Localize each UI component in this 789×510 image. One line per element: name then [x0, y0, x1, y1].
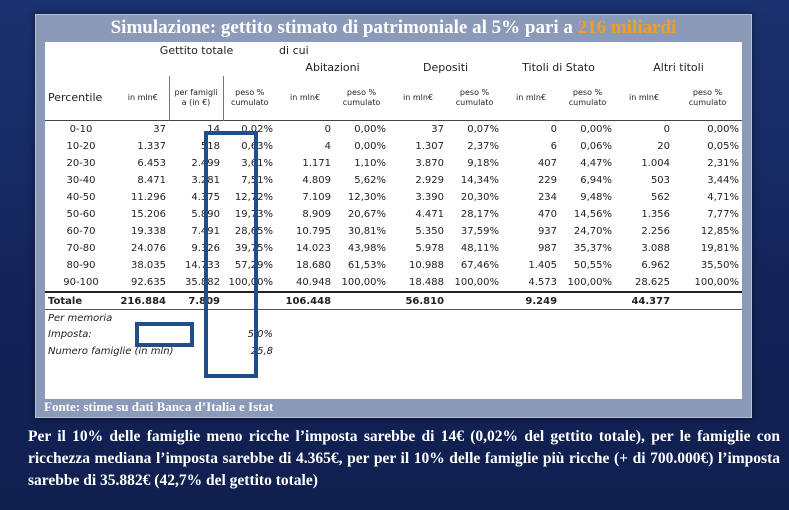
cell-depositi-peso: 37,59% [460, 226, 500, 237]
title-text: Simulazione: gettito stimato di patrimoniale al 5% pari a [110, 17, 578, 38]
cell-percentile: 90-100 [63, 277, 99, 288]
cell-altri-titoli-mln: 1.356 [641, 209, 671, 220]
cell-gettito-mln: 11.296 [131, 192, 166, 203]
cell-peso-cumulato: 28,65% [234, 226, 274, 237]
cell-altri-titoli-mln: 562 [650, 192, 671, 203]
cell-depositi-peso: 0,07% [467, 124, 500, 135]
cell-peso-cumulato: 57,29% [234, 260, 274, 271]
table-row [45, 121, 742, 139]
table-row [45, 274, 742, 292]
cell-depositi-peso: 100,00% [454, 277, 500, 288]
cell-abitazioni-peso: 0,00% [354, 141, 387, 152]
cell-gettito-mln: 92.635 [131, 277, 166, 288]
cell-per-famiglia: 2.499 [191, 158, 220, 169]
cell-peso-cumulato: 0,02% [241, 124, 274, 135]
header-group-altri-titoli: Altri titoli [653, 60, 704, 74]
cell-titoli-stato-mln: 407 [537, 158, 558, 169]
table-row [45, 240, 742, 257]
cell-depositi-mln: 4.471 [415, 209, 445, 220]
header-in-mln: in mln€ [629, 93, 660, 102]
cell-titoli-stato-mln: 6 [550, 141, 558, 152]
table-row [45, 155, 742, 172]
cell-gettito-mln: 15.206 [131, 209, 166, 220]
cell-altri-titoli-peso: 0,00% [707, 124, 740, 135]
cell-depositi-peso: 2,37% [467, 141, 500, 152]
cell-titoli-stato-mln: 234 [537, 192, 558, 203]
cell-percentile: 20-30 [66, 158, 96, 169]
cell-per-famiglia: 518 [200, 141, 220, 152]
header-peso-cumulato: peso % cumulato [568, 88, 607, 107]
table-panel [35, 14, 752, 418]
title-highlight: 216 miliardi [577, 17, 677, 38]
cell-per-famiglia: 5.890 [191, 209, 220, 220]
memo-famiglie-label: Numero famiglie (in mln) [48, 345, 174, 357]
cell-altri-titoli-peso: 7,77% [707, 209, 740, 220]
cell-abitazioni-mln: 4.809 [302, 175, 332, 186]
total-titoli-stato: 9.249 [502, 292, 560, 310]
cell-peso-cumulato: 39,75% [234, 243, 274, 254]
cell-gettito-mln: 24.076 [131, 243, 166, 254]
header-in-mln: in mln€ [127, 93, 158, 102]
header-in-mln: in mln€ [290, 93, 321, 102]
highlight-box-total-gettito [135, 322, 194, 347]
cell-abitazioni-peso: 43,98% [347, 243, 387, 254]
cell-altri-titoli-peso: 4,71% [707, 192, 740, 203]
slide-title [36, 17, 751, 39]
source-note: Fonte: stime su dati Banca d’Italia e Istat [44, 399, 274, 414]
cell-altri-titoli-mln: 0 [663, 124, 671, 135]
header-in-mln: in mln€ [516, 93, 547, 102]
cell-altri-titoli-peso: 19,81% [700, 243, 740, 254]
cell-altri-titoli-peso: 0,05% [707, 141, 740, 152]
cell-abitazioni-peso: 61,53% [347, 260, 387, 271]
cell-altri-titoli-peso: 12,85% [700, 226, 740, 237]
table-row [45, 257, 742, 274]
cell-titoli-stato-mln: 0 [550, 124, 558, 135]
table-body [45, 42, 742, 292]
cell-depositi-mln: 3.390 [415, 192, 445, 203]
cell-titoli-stato-peso: 24,70% [573, 226, 613, 237]
cell-gettito-mln: 8.471 [137, 175, 166, 186]
cell-abitazioni-mln: 10.795 [296, 226, 332, 237]
cell-percentile: 80-90 [66, 260, 96, 271]
table-row [45, 189, 742, 206]
header-group-depositi: Depositi [422, 60, 469, 74]
cell-titoli-stato-mln: 4.573 [528, 277, 558, 288]
cell-titoli-stato-mln: 937 [537, 226, 558, 237]
header-peso-cumulato: peso % cumulato [231, 88, 269, 107]
memo-famiglie-value: 25,8 [250, 345, 274, 357]
total-row [45, 292, 742, 310]
cell-depositi-mln: 2.929 [415, 175, 445, 186]
cell-altri-titoli-peso: 2,31% [707, 158, 740, 169]
header-di-cui: di cui [279, 43, 309, 57]
cell-titoli-stato-peso: 14,56% [573, 209, 613, 220]
table-row [45, 206, 742, 223]
data-table-sheet [45, 42, 742, 399]
cell-peso-cumulato: 12,72% [234, 192, 274, 203]
caption-text: Per il 10% delle famiglie meno ricche l’imposta sarebbe di 14€ (0,02% del gettito totale), per le famiglie con ricchezza mediana l’imposta sarebbe di 4.365€, per per il 10% delle famiglie più ricche (+ di 700.000€) l’imposta sarebbe di 35.882€ (42,7% del gettito totale) [28, 428, 780, 489]
cell-depositi-mln: 18.488 [409, 277, 445, 288]
cell-per-famiglia: 4.375 [191, 192, 220, 203]
cell-abitazioni-peso: 20,67% [347, 209, 387, 220]
total-gettito: 216.884 [117, 292, 169, 310]
cell-gettito-mln: 37 [153, 124, 166, 135]
cell-altri-titoli-mln: 1.004 [641, 158, 671, 169]
cell-depositi-peso: 28,17% [460, 209, 500, 220]
header-percentile: Percentile [48, 91, 103, 104]
cell-titoli-stato-peso: 9,48% [580, 192, 613, 203]
cell-depositi-peso: 48,11% [460, 243, 500, 254]
table-footer [45, 292, 742, 310]
cell-titoli-stato-peso: 0,06% [580, 141, 613, 152]
memo-imposta-label: Imposta: [48, 329, 92, 341]
total-per-famiglia: 7.809 [169, 292, 223, 310]
cell-percentile: 10-20 [66, 141, 96, 152]
cell-percentile: 70-80 [66, 243, 96, 254]
cell-altri-titoli-mln: 3.088 [641, 243, 671, 254]
cell-percentile: 40-50 [66, 192, 96, 203]
cell-altri-titoli-mln: 20 [657, 141, 671, 152]
header-row-sub [45, 76, 742, 121]
cell-altri-titoli-mln: 28.625 [635, 277, 671, 288]
total-label: Totale [45, 292, 117, 310]
memo-title: Per memoria [48, 312, 113, 324]
cell-abitazioni-mln: 1.171 [302, 158, 332, 169]
cell-percentile: 0-10 [69, 124, 93, 135]
cell-altri-titoli-mln: 6.962 [641, 260, 671, 271]
cell-titoli-stato-mln: 470 [537, 209, 558, 220]
header-row-groups [45, 58, 742, 76]
cell-altri-titoli-peso: 3,44% [707, 175, 740, 186]
cell-gettito-mln: 1.337 [137, 141, 166, 152]
header-group-titoli-stato: Titoli di Stato [522, 60, 595, 74]
cell-altri-titoli-peso: 100,00% [694, 277, 740, 288]
cell-titoli-stato-mln: 229 [537, 175, 558, 186]
total-abitazioni: 106.448 [276, 292, 334, 310]
cell-abitazioni-mln: 8.909 [302, 209, 332, 220]
cell-abitazioni-mln: 40.948 [296, 277, 332, 288]
cell-altri-titoli-peso: 35,50% [700, 260, 740, 271]
header-peso-cumulato: peso % cumulato [455, 88, 494, 107]
cell-abitazioni-mln: 18.680 [296, 260, 332, 271]
cell-percentile: 30-40 [66, 175, 96, 186]
cell-depositi-peso: 67,46% [460, 260, 500, 271]
cell-titoli-stato-peso: 0,00% [580, 124, 613, 135]
cell-abitazioni-mln: 14.023 [296, 243, 332, 254]
cell-peso-cumulato: 100,00% [228, 277, 274, 288]
cell-depositi-mln: 5.350 [415, 226, 445, 237]
cell-abitazioni-mln: 7.109 [302, 192, 332, 203]
cell-depositi-mln: 5.978 [415, 243, 445, 254]
cell-titoli-stato-peso: 100,00% [567, 277, 613, 288]
cell-depositi-mln: 10.988 [409, 260, 445, 271]
tax-simulation-table [45, 42, 742, 360]
cell-titoli-stato-peso: 50,55% [573, 260, 613, 271]
cell-abitazioni-peso: 0,00% [354, 124, 387, 135]
header-row-top [45, 42, 742, 58]
cell-per-famiglia: 14.733 [185, 260, 220, 271]
cell-abitazioni-peso: 100,00% [341, 277, 387, 288]
cell-gettito-mln: 6.453 [137, 158, 166, 169]
cell-abitazioni-mln: 4 [324, 141, 332, 152]
table-row [45, 138, 742, 155]
cell-abitazioni-peso: 30,81% [347, 226, 387, 237]
total-altri-titoli: 44.377 [615, 292, 673, 310]
cell-depositi-peso: 14,34% [460, 175, 500, 186]
cell-per-famiglia: 14 [207, 124, 220, 135]
table-row [45, 172, 742, 189]
header-gettito-totale: Gettito totale [159, 43, 234, 57]
cell-gettito-mln: 38.035 [131, 260, 166, 271]
header-peso-cumulato: peso % cumulato [688, 88, 727, 107]
cell-per-famiglia: 9.326 [191, 243, 220, 254]
cell-per-famiglia: 3.281 [191, 175, 220, 186]
cell-percentile: 50-60 [66, 209, 96, 220]
header-in-mln: in mln€ [403, 93, 434, 102]
cell-per-famiglia: 35.882 [185, 277, 220, 288]
cell-percentile: 60-70 [66, 226, 96, 237]
header-group-abitazioni: Abitazioni [305, 60, 360, 74]
cell-abitazioni-mln: 0 [324, 124, 332, 135]
header-peso-cumulato: peso % cumulato [342, 88, 381, 107]
cell-abitazioni-peso: 12,30% [347, 192, 387, 203]
cell-peso-cumulato: 19,73% [234, 209, 274, 220]
cell-depositi-mln: 37 [431, 124, 445, 135]
cell-altri-titoli-mln: 2.256 [641, 226, 671, 237]
cell-peso-cumulato: 0,63% [241, 141, 274, 152]
cell-titoli-stato-peso: 4,47% [580, 158, 613, 169]
cell-abitazioni-peso: 1,10% [354, 158, 387, 169]
table-row [45, 223, 742, 240]
cell-per-famiglia: 7.491 [191, 226, 220, 237]
highlight-box-per-famiglia [204, 131, 258, 378]
cell-depositi-peso: 9,18% [467, 158, 500, 169]
cell-titoli-stato-mln: 1.405 [528, 260, 558, 271]
cell-depositi-mln: 1.307 [415, 141, 445, 152]
cell-titoli-stato-mln: 987 [537, 243, 558, 254]
cell-depositi-mln: 3.870 [415, 158, 445, 169]
total-depositi: 56.810 [389, 292, 447, 310]
cell-altri-titoli-mln: 503 [650, 175, 671, 186]
cell-peso-cumulato: 3,61% [241, 158, 274, 169]
memo-imposta-value: 5,0% [247, 329, 274, 341]
cell-gettito-mln: 19.338 [131, 226, 166, 237]
cell-depositi-peso: 20,30% [460, 192, 500, 203]
cell-titoli-stato-peso: 6,94% [580, 175, 613, 186]
cell-titoli-stato-peso: 35,37% [573, 243, 613, 254]
cell-abitazioni-peso: 5,62% [354, 175, 387, 186]
header-per-famiglia: per famiglia (in €) [169, 76, 223, 121]
cell-peso-cumulato: 7,51% [241, 175, 274, 186]
